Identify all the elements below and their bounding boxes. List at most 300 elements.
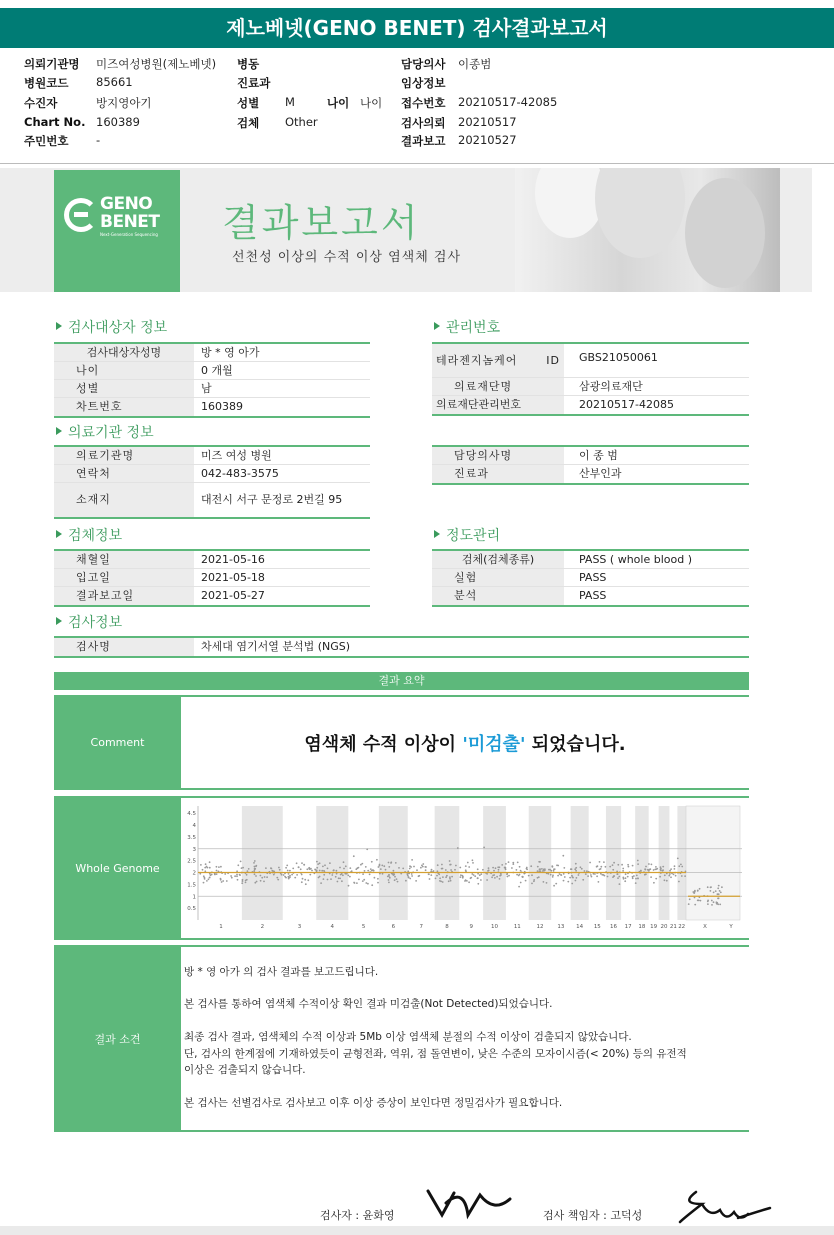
- data-point: [563, 873, 565, 875]
- row-label: 연락처: [54, 465, 194, 482]
- data-point: [279, 869, 281, 871]
- table-row: [432, 465, 749, 483]
- data-point: [205, 863, 207, 865]
- data-point: [442, 868, 444, 870]
- data-point: [360, 864, 362, 866]
- info-key: 검체: [237, 116, 260, 130]
- data-point: [462, 877, 464, 879]
- data-point: [451, 876, 453, 878]
- data-point: [397, 881, 399, 883]
- report-title: 제노베넷(GENO BENET) 검사결과보고서: [0, 8, 834, 48]
- data-point: [517, 862, 519, 864]
- data-point: [388, 875, 390, 877]
- data-point: [516, 869, 518, 871]
- data-point: [354, 882, 356, 884]
- data-point: [450, 880, 452, 882]
- data-point: [694, 904, 696, 906]
- data-point: [321, 870, 323, 872]
- data-point: [562, 855, 564, 857]
- data-point: [711, 900, 713, 902]
- info-value: 85661: [96, 75, 133, 89]
- data-point: [651, 864, 653, 866]
- row-value: PASS: [579, 571, 607, 584]
- data-point: [341, 880, 343, 882]
- data-point: [236, 874, 238, 876]
- row-label: 검사명: [54, 638, 194, 656]
- data-point: [637, 863, 639, 865]
- data-point: [388, 862, 390, 864]
- x-tick-label: 11: [513, 924, 521, 930]
- data-point: [603, 861, 605, 863]
- info-value: 20210517-42085: [458, 95, 558, 109]
- logo-line1: GENO: [100, 194, 153, 214]
- data-point: [678, 881, 680, 883]
- heading-text: 관리번호: [446, 320, 501, 336]
- data-point: [277, 879, 279, 881]
- specimen-table: [54, 549, 370, 607]
- data-point: [327, 879, 329, 881]
- data-point: [231, 877, 233, 879]
- x-tick-label: 13: [557, 924, 565, 930]
- data-point: [284, 876, 286, 878]
- data-point: [518, 875, 520, 877]
- data-point: [236, 875, 238, 877]
- data-point: [436, 875, 438, 877]
- logo-line2: BENET: [100, 212, 160, 232]
- info-value: 이종범: [458, 57, 492, 71]
- comment-post: 되었습니다.: [525, 733, 626, 755]
- data-point: [468, 881, 470, 883]
- data-point: [586, 870, 588, 872]
- section-test-heading: [56, 612, 122, 632]
- table-row: [432, 396, 749, 414]
- x-tick-label: Y: [729, 924, 733, 930]
- row-value: PASS: [579, 589, 607, 602]
- data-point: [605, 866, 607, 868]
- data-point: [677, 858, 679, 860]
- data-point: [396, 878, 398, 880]
- comment-pre: 염색체 수적 이상이: [304, 733, 463, 755]
- data-point: [479, 874, 481, 876]
- data-point: [409, 878, 411, 880]
- data-point: [364, 870, 366, 872]
- data-point: [627, 864, 629, 866]
- data-point: [346, 873, 348, 875]
- data-point: [367, 870, 369, 872]
- row-value: 0 개월: [201, 364, 233, 377]
- data-point: [246, 874, 248, 876]
- table-row: [432, 344, 749, 378]
- data-point: [505, 863, 507, 865]
- data-point: [450, 869, 452, 871]
- x-tick-label: 22: [678, 924, 686, 930]
- table-row: [54, 569, 370, 587]
- data-point: [242, 867, 244, 869]
- data-point: [528, 875, 530, 877]
- finding-line: 본 검사는 선별검사로 검사보고 이후 이상 증상이 보인다면 정밀검사가 필요합니다.: [184, 1097, 563, 1109]
- data-point: [593, 873, 595, 875]
- info-value: -: [96, 133, 101, 147]
- data-point: [675, 875, 677, 877]
- data-point: [405, 880, 407, 882]
- data-point: [388, 882, 390, 884]
- data-point: [637, 860, 639, 862]
- data-point: [323, 878, 325, 880]
- info-key: 수진자: [24, 96, 58, 110]
- data-point: [371, 861, 373, 863]
- table-row: [54, 587, 370, 605]
- data-point: [575, 880, 577, 882]
- info-value: Other: [285, 115, 318, 129]
- data-point: [345, 865, 347, 867]
- data-point: [264, 876, 266, 878]
- data-point: [324, 864, 326, 866]
- row-label: 의료기관명: [54, 447, 194, 464]
- data-point: [327, 868, 329, 870]
- data-point: [349, 876, 351, 878]
- row-label: 의료재단관리번호: [432, 396, 564, 414]
- data-point: [553, 868, 555, 870]
- data-point: [526, 869, 528, 871]
- data-point: [319, 870, 321, 872]
- data-point: [600, 866, 602, 868]
- data-point: [301, 862, 303, 864]
- comment-label: Comment: [54, 697, 181, 788]
- data-point: [668, 875, 670, 877]
- data-point: [216, 873, 218, 875]
- data-point: [411, 875, 413, 877]
- data-point: [465, 865, 467, 867]
- info-key: 담당의사: [401, 57, 446, 71]
- data-point: [309, 868, 311, 870]
- row-label: 담당의사명: [432, 447, 564, 464]
- info-key: 결과보고: [401, 134, 446, 148]
- data-point: [495, 867, 497, 869]
- data-point: [501, 864, 503, 866]
- data-point: [304, 879, 306, 881]
- data-point: [394, 879, 396, 881]
- data-point: [200, 864, 202, 866]
- data-point: [508, 875, 510, 877]
- row-value: 이 종 범: [579, 449, 618, 462]
- data-point: [473, 874, 475, 876]
- data-point: [323, 874, 325, 876]
- info-value: M: [285, 95, 295, 109]
- data-point: [719, 890, 721, 892]
- data-point: [281, 874, 283, 876]
- data-point: [343, 861, 345, 863]
- data-point: [607, 876, 609, 878]
- data-point: [337, 881, 339, 883]
- data-point: [422, 863, 424, 865]
- data-point: [678, 865, 680, 867]
- data-point: [294, 877, 296, 879]
- data-point: [296, 874, 298, 876]
- data-point: [673, 874, 675, 876]
- data-point: [208, 878, 210, 880]
- data-point: [716, 901, 718, 903]
- data-point: [627, 876, 629, 878]
- data-point: [421, 865, 423, 867]
- finding-line: 이상은 검출되지 않습니다.: [184, 1064, 306, 1076]
- data-point: [263, 881, 265, 883]
- data-point: [680, 864, 682, 866]
- chromosome-band: [483, 806, 506, 920]
- data-point: [530, 865, 532, 867]
- data-point: [428, 873, 430, 875]
- data-point: [618, 876, 620, 878]
- row-value: 삼광의료재단: [579, 380, 643, 393]
- data-point: [612, 869, 614, 871]
- data-point: [305, 883, 307, 885]
- data-point: [557, 865, 559, 867]
- data-point: [438, 874, 440, 876]
- data-point: [632, 876, 634, 878]
- data-point: [656, 868, 658, 870]
- heading-text: 검사대상자 정보: [68, 320, 168, 336]
- data-point: [356, 882, 358, 884]
- data-point: [369, 874, 371, 876]
- data-point: [395, 862, 397, 864]
- data-point: [662, 870, 664, 872]
- data-point: [511, 867, 513, 869]
- info-key: 병동: [237, 57, 260, 71]
- heading-text: 의료기관 정보: [68, 425, 154, 441]
- info-key: Chart No.: [24, 115, 86, 129]
- x-tick-label: 8: [445, 924, 449, 930]
- data-point: [564, 876, 566, 878]
- data-point: [520, 882, 522, 884]
- data-point: [248, 868, 250, 870]
- data-point: [307, 879, 309, 881]
- data-point: [539, 868, 541, 870]
- data-point: [520, 870, 522, 872]
- data-point: [283, 874, 285, 876]
- table-row: [54, 465, 370, 483]
- data-point: [480, 873, 482, 875]
- data-point: [303, 864, 305, 866]
- data-point: [636, 875, 638, 877]
- data-point: [383, 865, 385, 867]
- data-point: [697, 900, 699, 902]
- data-point: [560, 874, 562, 876]
- findings-label: 결과 소견: [54, 947, 181, 1130]
- logo-tagline: Next-Generation Sequencing: [100, 232, 158, 237]
- x-tick-label: 7: [419, 924, 423, 930]
- data-point: [316, 867, 318, 869]
- y-tick-label: 0.5: [187, 906, 196, 913]
- data-point: [242, 879, 244, 881]
- data-point: [582, 879, 584, 881]
- data-point: [575, 863, 577, 865]
- data-point: [224, 873, 226, 875]
- data-point: [710, 887, 712, 889]
- data-point: [581, 868, 583, 870]
- data-point: [241, 882, 243, 884]
- info-key: 접수번호: [401, 96, 446, 110]
- data-point: [254, 868, 256, 870]
- summary-bar: 결과 요약: [54, 672, 749, 690]
- data-point: [409, 868, 411, 870]
- data-point: [342, 874, 344, 876]
- table-row: [54, 398, 370, 416]
- data-point: [286, 865, 288, 867]
- data-point: [455, 865, 457, 867]
- data-point: [311, 870, 313, 872]
- data-point: [688, 903, 690, 905]
- data-point: [230, 875, 232, 877]
- data-point: [644, 868, 646, 870]
- row-value: GBS21050061: [579, 351, 658, 364]
- y-tick-label: 3.5: [187, 834, 196, 841]
- row-value: 대전시 서구 문정로 2번길 95: [201, 493, 343, 506]
- data-point: [669, 873, 671, 875]
- y-tick-label: 2: [192, 870, 196, 877]
- row-value: PASS ( whole blood ): [579, 553, 692, 566]
- info-key: 임상정보: [401, 76, 446, 90]
- chromosome-band: [677, 806, 686, 920]
- x-tick-label: 20: [660, 924, 668, 930]
- data-point: [273, 874, 275, 876]
- x-tick-label: 6: [391, 924, 396, 930]
- data-point: [322, 866, 324, 868]
- data-point: [492, 867, 494, 869]
- data-point: [662, 866, 664, 868]
- data-point: [410, 866, 412, 868]
- chromosome-band: [379, 806, 408, 920]
- data-point: [585, 873, 587, 875]
- data-point: [266, 876, 268, 878]
- section-specimen-heading: [56, 525, 122, 545]
- x-tick-label: 5: [361, 924, 366, 930]
- data-point: [253, 862, 255, 864]
- data-point: [449, 860, 451, 862]
- data-point: [459, 867, 461, 869]
- x-tick-label: 10: [491, 924, 499, 930]
- data-point: [441, 864, 443, 866]
- data-point: [550, 870, 552, 872]
- chief-signature: [676, 1188, 772, 1228]
- data-point: [707, 886, 709, 888]
- table-row: [432, 569, 749, 587]
- data-point: [265, 867, 267, 869]
- data-point: [234, 875, 236, 877]
- data-point: [255, 875, 257, 877]
- info-key: 진료과: [237, 76, 271, 90]
- data-point: [415, 880, 417, 882]
- data-point: [498, 869, 500, 871]
- data-point: [538, 870, 540, 872]
- data-point: [497, 866, 499, 868]
- data-point: [457, 847, 459, 849]
- x-tick-label: 1: [219, 924, 223, 930]
- row-value: 2021-05-27: [201, 589, 265, 602]
- data-point: [442, 876, 444, 878]
- data-point: [202, 869, 204, 871]
- data-point: [211, 874, 213, 876]
- chromosome-band: [659, 806, 670, 920]
- management-table: [432, 342, 749, 416]
- data-point: [650, 876, 652, 878]
- section-management-heading: [434, 317, 500, 337]
- finding-line: 본 검사를 통하여 염색체 수적이상 확인 결과 미검출(Not Detected)되었습니다.: [184, 998, 553, 1010]
- data-point: [289, 875, 291, 877]
- data-point: [377, 882, 379, 884]
- data-point: [694, 890, 696, 892]
- data-point: [288, 878, 290, 880]
- row-label: 실험: [432, 569, 564, 586]
- table-row: [54, 638, 749, 656]
- data-point: [584, 870, 586, 872]
- y-tick-label: 1: [192, 894, 196, 901]
- data-point: [239, 874, 241, 876]
- data-point: [460, 874, 462, 876]
- data-point: [543, 881, 545, 883]
- data-point: [349, 867, 351, 869]
- data-point: [632, 865, 634, 867]
- table-row: [432, 551, 749, 569]
- row-value: 미즈 여성 병원: [201, 449, 272, 462]
- info-key: 주민번호: [24, 134, 69, 148]
- data-point: [373, 870, 375, 872]
- data-point: [209, 867, 211, 869]
- baby-feet-image: [515, 168, 780, 292]
- data-point: [393, 873, 395, 875]
- data-point: [718, 893, 720, 895]
- data-point: [300, 868, 302, 870]
- data-point: [319, 876, 321, 878]
- data-point: [694, 897, 696, 899]
- data-point: [645, 866, 647, 868]
- y-tick-label: 4: [192, 823, 196, 829]
- data-point: [323, 870, 325, 872]
- data-point: [220, 866, 222, 868]
- data-point: [237, 864, 239, 866]
- row-value: 산부인과: [579, 467, 622, 480]
- row-value: 남: [201, 382, 212, 395]
- data-point: [357, 867, 359, 869]
- y-tick-label: 1.5: [187, 882, 196, 889]
- data-point: [622, 868, 624, 870]
- data-point: [449, 876, 451, 878]
- data-point: [578, 874, 580, 876]
- row-value: 차세대 염기서열 분석법 (NGS): [201, 640, 351, 653]
- data-point: [486, 873, 488, 875]
- data-point: [425, 869, 427, 871]
- data-point: [506, 874, 508, 876]
- data-point: [439, 877, 441, 879]
- banner-subtitle: 선천성 이상의 수적 이상 염색체 검사: [232, 250, 462, 265]
- data-point: [648, 863, 650, 865]
- row-label: 나이: [54, 362, 194, 379]
- data-point: [460, 876, 462, 878]
- data-point: [518, 886, 520, 888]
- data-point: [209, 877, 211, 879]
- x-tick-label: 4: [330, 924, 335, 930]
- x-tick-label: 18: [638, 924, 646, 930]
- row-label: 테라젠지놈케어 ID: [432, 344, 564, 377]
- data-point: [543, 869, 545, 871]
- data-point: [537, 866, 539, 868]
- data-point: [635, 878, 637, 880]
- data-point: [609, 866, 611, 868]
- row-label: 검사대상자성명: [54, 344, 194, 361]
- table-row: [432, 378, 749, 396]
- data-point: [499, 878, 501, 880]
- data-point: [713, 892, 715, 894]
- data-point: [496, 876, 498, 878]
- data-point: [516, 874, 518, 876]
